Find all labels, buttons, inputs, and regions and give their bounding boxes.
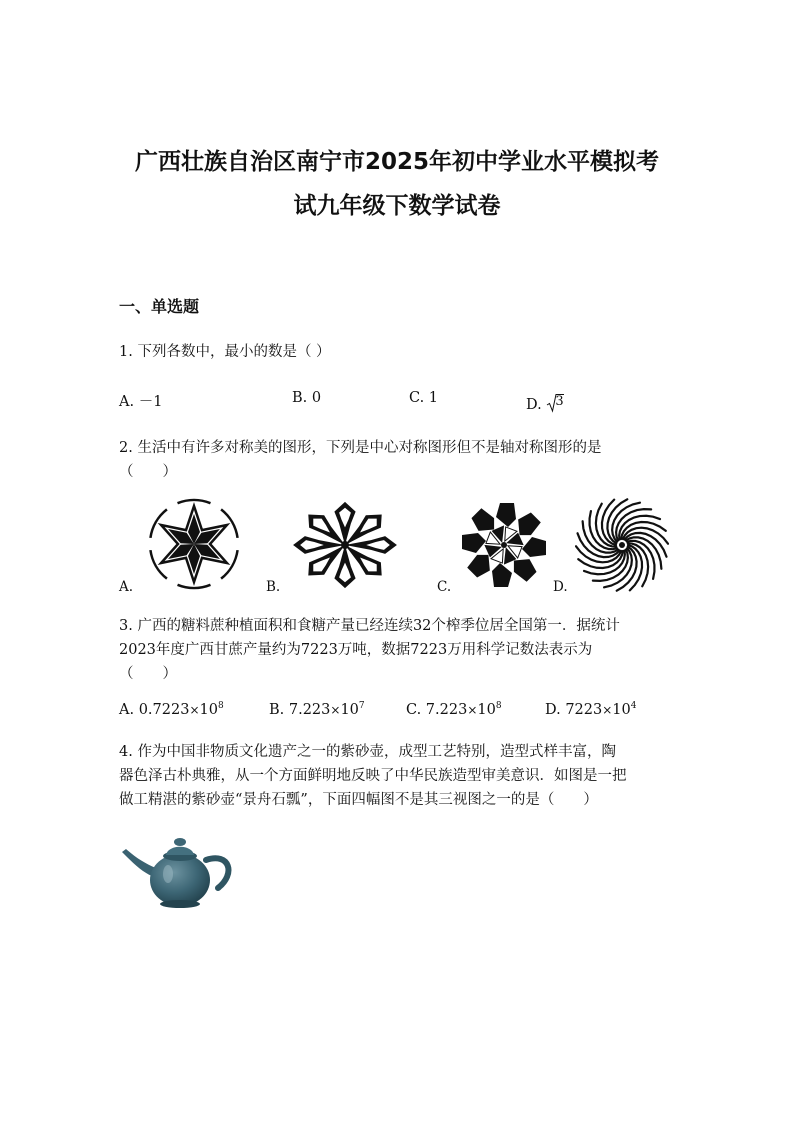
figure-d-swirl — [575, 498, 669, 592]
q3-option-b-exponent: 7 — [358, 701, 365, 711]
times-sign: × — [189, 702, 200, 717]
q1-option-d-label: D. — [526, 397, 542, 413]
q3-option-d-exponent: 4 — [630, 701, 637, 711]
figure-d-label: D. — [553, 579, 568, 595]
pinwheel-center — [501, 542, 507, 548]
q1-option-d-radicand: 3 — [555, 394, 564, 409]
pentagon-shape — [496, 503, 516, 527]
q3-option-c-base: 10 — [477, 701, 496, 718]
q3-option-d — [545, 701, 636, 718]
q3-option-a-exponent: 8 — [217, 701, 224, 711]
question-3-line-2: 2023年度广西甘蔗产量约为7223万吨，数据7223万用科学记数法表示为 — [119, 642, 593, 658]
q3-option-d-base: 10 — [612, 701, 631, 718]
question-3-line-1: 3. 广西的糖料蔗种植面积和食糖产量已经连续32个榨季位居全国第一．据统计 — [119, 618, 620, 634]
title-line-1: 广西壮族自治区南宁市2025年初中学业水平模拟考 — [134, 149, 659, 175]
q3-option-b-mantissa: 7.223 — [288, 701, 331, 718]
times-sign: × — [467, 702, 478, 717]
figure-c-label: C. — [437, 579, 452, 595]
q3-option-b-label: B. — [269, 701, 285, 718]
q1-option-a: A. －1 — [119, 394, 163, 410]
pentagon-shape — [471, 508, 494, 531]
question-3-stem — [119, 614, 679, 686]
q1-option-d — [526, 393, 564, 413]
question-4-line-2: 器色泽古朴典雅，从一个方面鲜明地反映了中华民族造型审美意识．如图是一把 — [119, 768, 627, 784]
q3-option-c-label: C. — [406, 701, 422, 718]
times-sign: × — [330, 702, 341, 717]
teapot-image — [118, 832, 238, 912]
figure-a-label: A. — [119, 579, 134, 595]
question-2-line-1: 2. 生活中有许多对称美的图形，下列是中心对称图形但不是轴对称图形的是 — [119, 440, 602, 456]
figure-b-label: B. — [266, 579, 281, 595]
pentagon-shape — [492, 563, 512, 587]
q3-option-a-base: 10 — [199, 701, 218, 718]
question-4-stem — [119, 740, 679, 812]
pentagon-shape — [522, 537, 546, 557]
figure-c-pentagon-pinwheel — [459, 500, 549, 590]
figure-b-snowflake — [290, 498, 400, 592]
times-sign: × — [602, 702, 613, 717]
figure-a-star-with-arcs — [144, 496, 244, 592]
question-3-line-3: （ ） — [119, 666, 177, 682]
pentagon-shape — [514, 559, 537, 582]
question-2-stem — [119, 436, 679, 484]
q3-option-a-label: A. — [119, 701, 135, 718]
q3-option-c-mantissa: 7.223 — [425, 701, 468, 718]
q1-option-c: C. 1 — [409, 390, 439, 406]
sqrt-symbol-icon — [546, 393, 564, 413]
question-2-line-2: （ ） — [119, 464, 177, 480]
question-4-line-1: 4. 作为中国非物质文化遗产之一的紫砂壶，成型工艺特别，造型式样丰富，陶 — [119, 744, 616, 760]
pentagon-shape — [462, 533, 486, 553]
q3-option-d-label: D. — [545, 701, 561, 718]
title-line-2: 试九年级下数学试卷 — [293, 193, 501, 219]
page-title — [100, 140, 694, 228]
q3-option-a — [119, 701, 224, 718]
swirl-center — [619, 542, 625, 548]
section-heading: 一、单选题 — [119, 297, 200, 316]
q3-option-c — [406, 701, 502, 718]
q3-option-a-mantissa: 0.7223 — [138, 701, 190, 718]
snowflake-center — [341, 541, 349, 549]
q3-option-c-exponent: 8 — [495, 701, 502, 711]
q3-option-b-base: 10 — [340, 701, 359, 718]
q3-option-d-mantissa: 7223 — [565, 701, 603, 718]
q1-option-b: B. 0 — [292, 390, 322, 406]
question-1-stem: 1. 下列各数中，最小的数是（ ） — [119, 344, 331, 360]
pentagon-shape — [467, 555, 490, 578]
question-4-line-3: 做工精湛的紫砂壶“景舟石瓢”，下面四幅图不是其三视图之一的是（ ） — [119, 792, 598, 808]
q3-option-b — [269, 701, 365, 718]
pentagon-shape — [518, 512, 541, 535]
